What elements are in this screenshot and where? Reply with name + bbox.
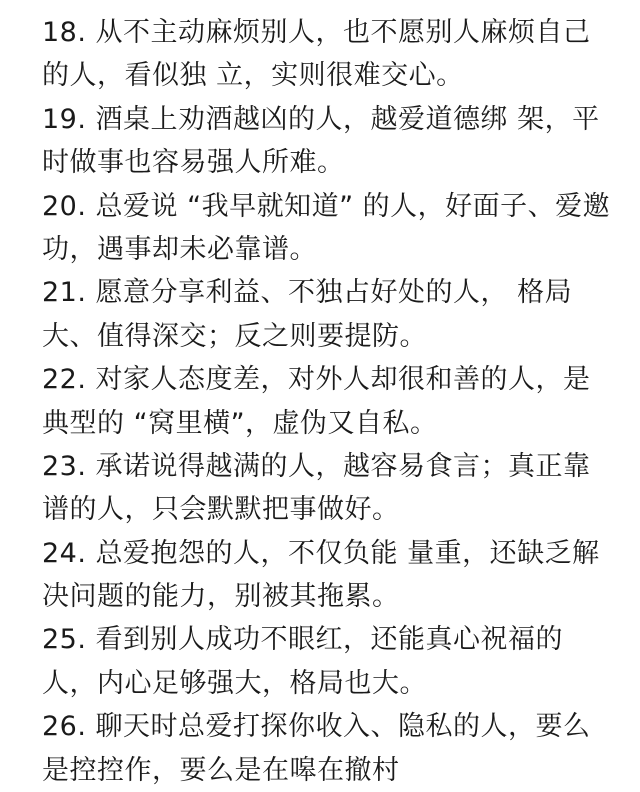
text-line: 19. 酒桌上劝酒越凶的人，越爱道德绑 架，平 (42, 103, 600, 135)
text-line: 26. 聊天时总爱打探你收入、隐私的人，要么 (42, 711, 591, 743)
text-line: 22. 对家人态度差，对外人却很和善的人，是 (42, 364, 591, 396)
text-line: 是控控作，要么是在嗥在撤村 (42, 754, 400, 786)
text-line: 功，遇事却未必靠谱。 (42, 233, 317, 265)
text-line: 20. 总爱说 “我早就知道” 的人，好面子、爱邀 (42, 190, 611, 222)
text-body (42, 0, 622, 792)
text-line: 典型的 “窝里横”，虚伪又自私。 (42, 407, 438, 439)
text-line: 谱的人，只会默默把事做好。 (42, 494, 400, 526)
text-line: 大、值得深交；反之则要提防。 (42, 320, 427, 352)
text-line: 25. 看到别人成功不眼红，还能真心祝福的 (42, 624, 564, 656)
text-line: 23. 承诺说得越满的人，越容易食言；真正靠 (42, 450, 591, 482)
text-line: 18. 从不主动麻烦别人，也不愿别人麻烦自己 (42, 17, 591, 48)
text-line: 决问题的能力，别被其拖累。 (42, 581, 400, 613)
text-line: 的人，看似独 立，实则很难交心。 (42, 60, 464, 92)
text-line: 21. 愿意分享利益、不独占好处的人， 格局 (42, 277, 573, 309)
text-line: 24. 总爱抱怨的人，不仅负能 量重，还缺乏解 (42, 537, 600, 569)
text-line: 时做事也容易强人所难。 (42, 147, 345, 179)
text-line: 人，内心足够强大，格局也大。 (42, 667, 427, 699)
